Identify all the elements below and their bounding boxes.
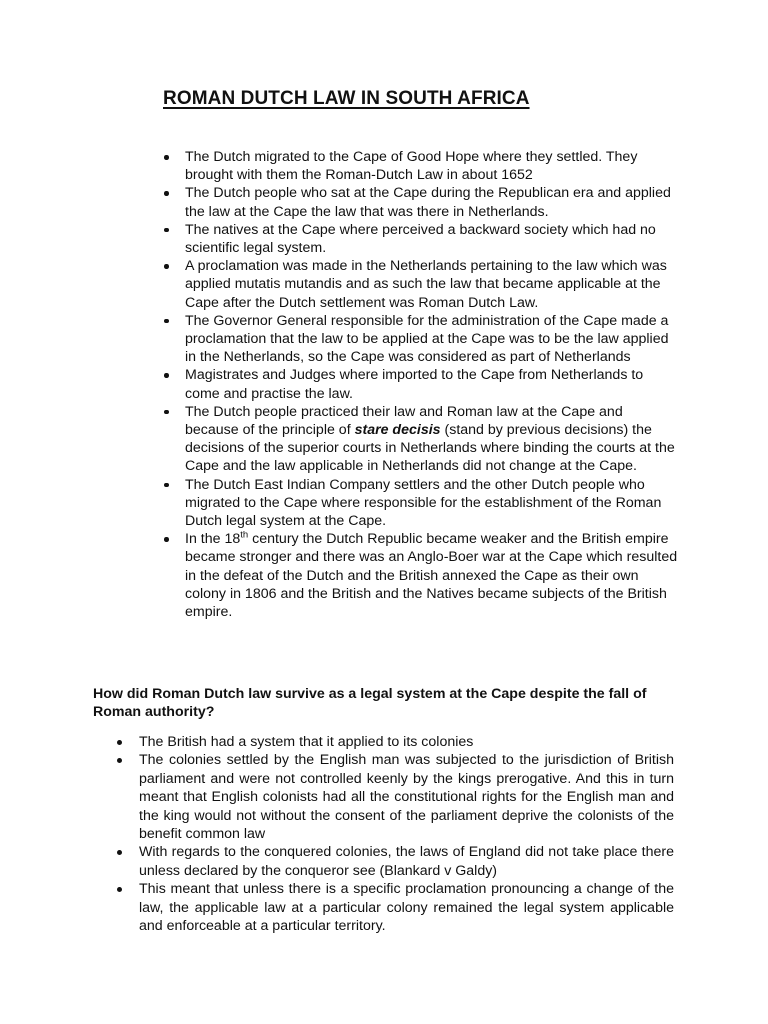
history-bullet-list [185, 148, 680, 621]
list-item: The Dutch people who sat at the Cape during the Republican era and applied the law at the Cape the law that was there in Netherlands. [185, 184, 680, 220]
page-title: ROMAN DUTCH LAW IN SOUTH AFRICA [163, 88, 530, 109]
list-item [185, 530, 680, 621]
list-item: With regards to the conquered colonies, the laws of England did not take place there unless declared by the conqueror see (Blankard v Galdy) [139, 844, 674, 879]
list-item: The Governor General responsible for the administration of the Cape made a proclamation that the law to be applied at the Cape was to be the law applied in the Netherlands, so the Cape was considered as part of Netherlands [185, 312, 680, 367]
ordinal-superscript: th [240, 529, 249, 541]
text-segment: (stand by previous decisions) the decisions of the superior courts in Netherlands where binding the courts at the Cape and the law applicable in Netherlands did not change at the Cape. [185, 422, 675, 475]
list-item: A proclamation was made in the Netherlands pertaining to the law which was applied mutatis mutandis and as such the law that became applicable at the Cape after the Dutch settlement was Roman Dutch Law. [185, 257, 680, 312]
stare-decisis-emphasis: stare decisis [354, 422, 441, 439]
text-segment: In the 18 [185, 531, 241, 548]
list-item: The natives at the Cape where perceived a backward society which had no scientific legal system. [185, 221, 680, 257]
list-item: The British had a system that it applied to its colonies [139, 733, 674, 751]
list-item: The Dutch East Indian Company settlers and the other Dutch people who migrated to the Cape where responsible for the establishment of the Roman Dutch legal system at the Cape. [185, 476, 680, 531]
list-item [185, 403, 680, 476]
list-item: Magistrates and Judges where imported to the Cape from Netherlands to come and practise the law. [185, 366, 680, 402]
text-segment: The Dutch people practiced their law and Roman law at the Cape and because of the principle of [185, 403, 623, 439]
list-item: The Dutch migrated to the Cape of Good Hope where they settled. They brought with them the Roman-Dutch Law in about 1652 [185, 148, 680, 184]
list-item: This meant that unless there is a specific proclamation pronouncing a change of the law, the applicable law at a particular colony remained the legal system applicable and enforceable at a particular territory. [139, 881, 674, 935]
text-segment: century the Dutch Republic became weaker and the British empire became stronger and there was an Anglo-Boer war at the Cape which resulted in the defeat of the Dutch and the British annexed the Cape as their own colony in 1806 and the British and the Natives became subjects of the British empire. [185, 531, 678, 621]
section-question-heading: How did Roman Dutch law survive as a legal system at the Cape despite the fall of Roman authority? [93, 686, 647, 721]
list-item: The colonies settled by the English man was subjected to the jurisdiction of British parliament and were not controlled keenly by the kings prerogative. And this in turn meant that English colonists had all the constitutional rights for the English man and the king would not without the consent of the parliament deprive the colonists of the benefit common law [139, 752, 674, 843]
survival-bullet-list [139, 733, 674, 935]
